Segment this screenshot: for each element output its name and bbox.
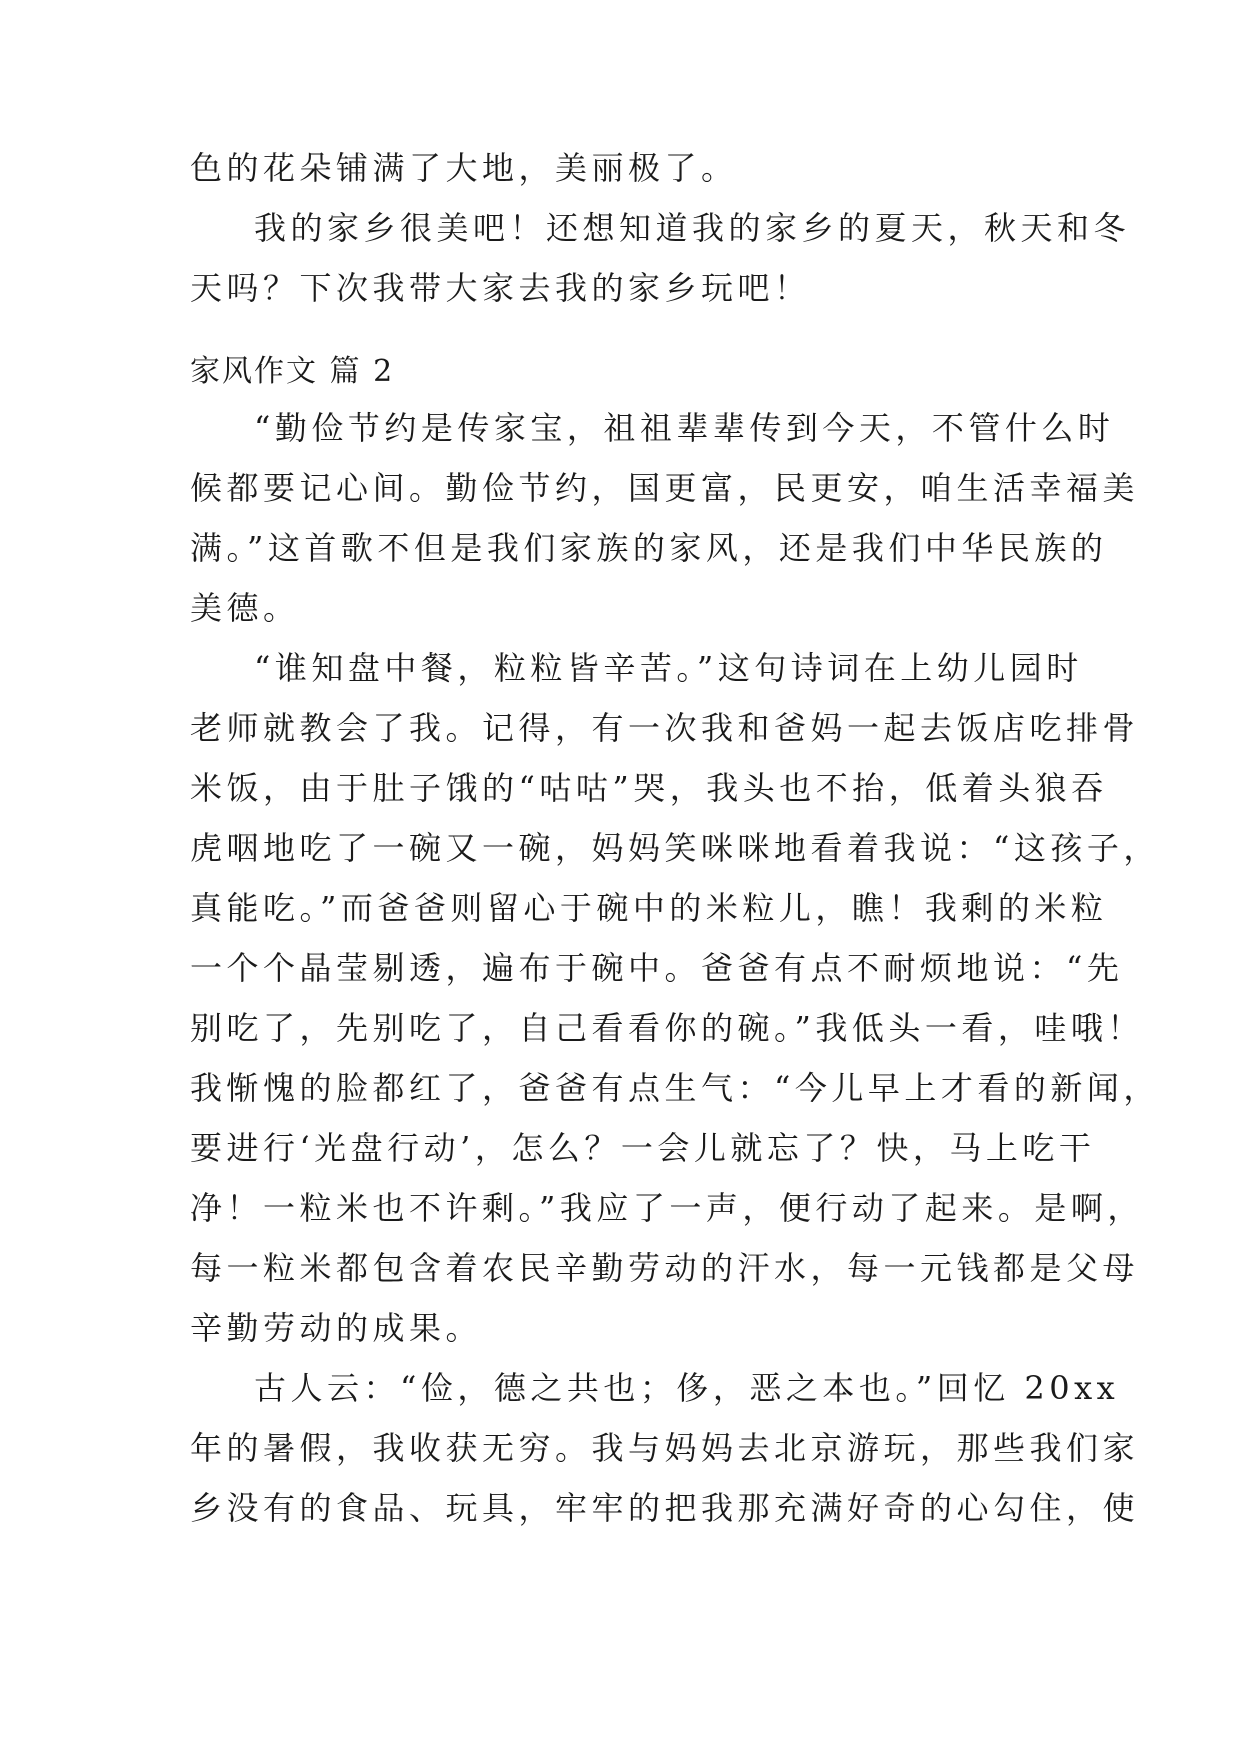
- paragraph-line: 候都要记心间。勤俭节约，国更富，民更安，咱生活幸福美: [190, 469, 1140, 507]
- paragraph-line: 古人云：“俭，德之共也；侈，恶之本也。”回忆 20xx: [254, 1369, 1120, 1407]
- paragraph-line: 天吗？下次我带大家去我的家乡玩吧！: [190, 269, 811, 307]
- paragraph-line: 净！一粒米也不许剩。”我应了一声，便行动了起来。是啊，: [190, 1189, 1144, 1227]
- paragraph-line: 我惭愧的脸都红了，爸爸有点生气：“今儿早上才看的新闻，: [190, 1069, 1160, 1107]
- paragraph-line: “勤俭节约是传家宝，祖祖辈辈传到今天，不管什么时: [254, 409, 1115, 447]
- paragraph-line: 虎咽地吃了一碗又一碗，妈妈笑咪咪地看着我说：“这孩子，: [190, 829, 1160, 867]
- paragraph-line: 要进行‘光盘行动’，怎么？一会儿就忘了？快，马上吃干: [190, 1129, 1096, 1167]
- section-heading: 家风作文 篇 2: [190, 354, 395, 389]
- paragraph-line: 色的花朵铺满了大地，美丽极了。: [190, 149, 738, 187]
- paragraph-line: 每一粒米都包含着农民辛勤劳动的汗水，每一元钱都是父母: [190, 1249, 1140, 1287]
- paragraph-line: 辛勤劳动的成果。: [190, 1309, 483, 1347]
- paragraph-line: 年的暑假，我收获无穷。我与妈妈去北京游玩，那些我们家: [190, 1429, 1140, 1467]
- paragraph-line: “谁知盘中餐，粒粒皆辛苦。”这句诗词在上幼儿园时: [254, 649, 1083, 687]
- paragraph-line: 真能吃。”而爸爸则留心于碗中的米粒儿，瞧！我剩的米粒: [190, 889, 1108, 927]
- paragraph-line: 我的家乡很美吧！还想知道我的家乡的夏天，秋天和冬: [254, 209, 1131, 247]
- paragraph-line: 老师就教会了我。记得，有一次我和爸妈一起去饭店吃排骨: [190, 709, 1140, 747]
- paragraph-line: 满。”这首歌不但是我们家族的家风，还是我们中华民族的: [190, 529, 1108, 567]
- paragraph-line: 一个个晶莹剔透，遍布于碗中。爸爸有点不耐烦地说：“先: [190, 949, 1124, 987]
- paragraph-line: 别吃了，先别吃了，自己看看你的碗。”我低头一看，哇哦！: [190, 1009, 1144, 1047]
- paragraph-line: 乡没有的食品、玩具，牢牢的把我那充满好奇的心勾住，使: [190, 1489, 1140, 1527]
- paragraph-line: 米饭，由于肚子饿的“咕咕”哭，我头也不抬，低着头狼吞: [190, 769, 1108, 807]
- paragraph-line: 美德。: [190, 589, 300, 627]
